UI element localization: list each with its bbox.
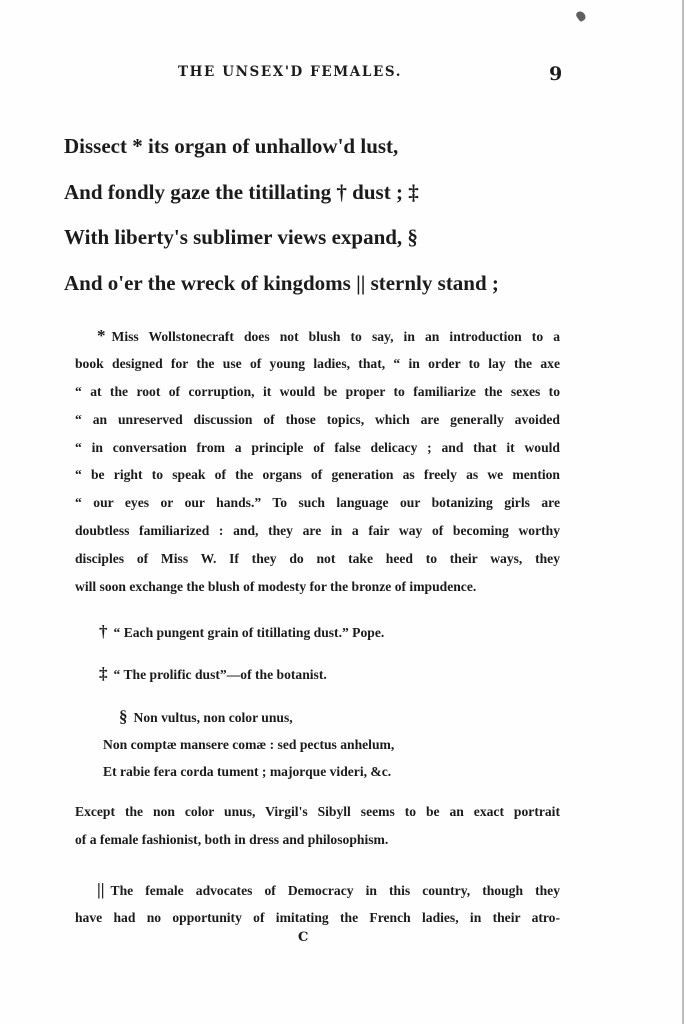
footnote-text: Miss Wollstonecraft does not blush to say, in an introduction to a — [111, 329, 560, 344]
page-number: 9 — [549, 63, 563, 85]
footnote-text: “ The prolific dust”—of the botanist. — [113, 667, 327, 682]
footnote-line: disciples of Miss W. If they do not take heed to their ways, they — [75, 551, 560, 567]
footnote-asterisk — [75, 322, 560, 601]
footnote-line: have had no opportunity of imitating the French ladies, in their atro- — [75, 909, 560, 925]
footnote-line: “ an unreserved discussion of those topics, which are generally avoided — [75, 411, 560, 427]
footnote-line: book designed for the use of young ladies, that, “ in order to lay the axe — [75, 355, 560, 371]
footnote-line: “ in conversation from a principle of false delicacy ; and that it would — [75, 439, 560, 455]
footnote-line — [75, 876, 560, 904]
footnote-line: doubtless familiarized : and, they are in a fair way of becoming worthy — [75, 523, 560, 539]
signature-mark: C — [298, 930, 309, 945]
parallel-mark: || — [97, 880, 105, 899]
footnote-line: will soon exchange the blush of modesty for the bronze of impudence. — [75, 579, 477, 595]
footnote-section-commentary — [75, 798, 560, 854]
footnote-text: The female advocates of Democracy in this country, though they — [110, 883, 560, 898]
footnote-line — [75, 322, 560, 350]
footnote-section-quote-line: Et rabie fera corda tument ; majorque videri, &c. — [103, 764, 392, 779]
double-dagger-mark: ‡ — [99, 664, 108, 683]
verse-stanza — [64, 124, 564, 306]
footnote-section-quote-line — [119, 707, 293, 727]
footnote-line: of a female fashionist, both in dress and philosophism. — [75, 831, 389, 847]
section-mark: § — [119, 707, 128, 726]
dagger-mark: † — [99, 622, 108, 641]
verse-line: With liberty's sublimer views expand, § — [64, 225, 418, 249]
running-title: THE UNSEX'D FEMALES. — [178, 64, 402, 80]
footnote-section-quote-line: Non comptæ mansere comæ : sed pectus anhelum, — [103, 737, 395, 752]
footnote-text: Non vultus, non color unus, — [133, 710, 293, 725]
footnote-double-dagger — [99, 664, 327, 684]
ink-speck — [575, 10, 587, 23]
footnote-dagger — [99, 622, 384, 642]
footnote-parallel — [75, 876, 560, 932]
footnote-line: “ be right to speak of the organs of generation as freely as we mention — [75, 467, 560, 483]
page-edge-border — [682, 0, 684, 1024]
footnote-line: Except the non color unus, Virgil's Sibyll seems to be an exact portrait — [75, 804, 560, 819]
verse-line: And o'er the wreck of kingdoms || sternly stand ; — [64, 270, 499, 295]
verse-line: Dissect * its organ of unhallow'd lust, — [64, 134, 399, 158]
asterisk-mark: * — [97, 326, 106, 345]
footnote-text: “ Each pungent grain of titillating dust.” Pope. — [113, 625, 385, 640]
footnote-line: “ at the root of corruption, it would be proper to familiarize the sexes to — [75, 383, 560, 399]
verse-line: And fondly gaze the titillating † dust ; ‡ — [64, 179, 419, 204]
footnote-line: “ our eyes or our hands.” To such language our botanizing girls are — [75, 495, 560, 511]
